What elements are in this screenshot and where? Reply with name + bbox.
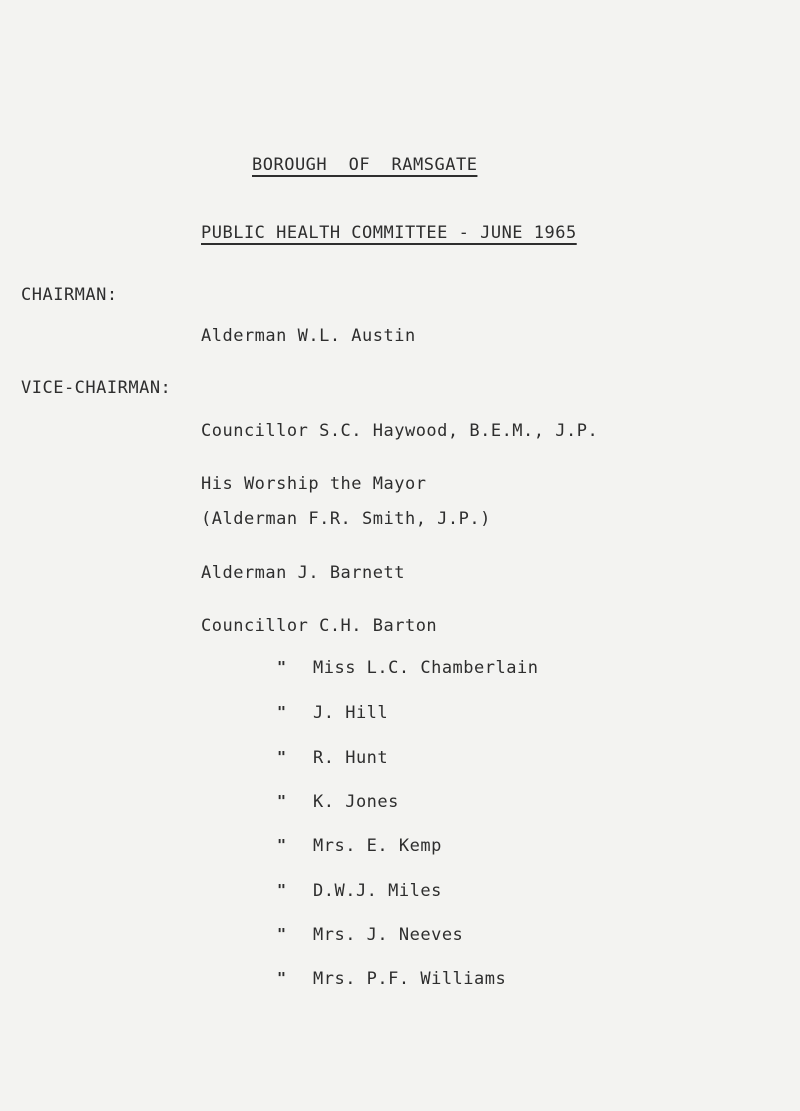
vice-chairman-label: VICE-CHAIRMAN: — [21, 378, 172, 398]
councillor-list-item: R. Hunt — [313, 748, 389, 768]
vice-chairman-name: Councillor S.C. Haywood, B.E.M., J.P. — [201, 421, 599, 441]
councillor-list-item: Miss L.C. Chamberlain — [313, 658, 539, 678]
ditto-mark: " — [277, 748, 287, 766]
councillor-list-item: D.W.J. Miles — [313, 881, 442, 901]
alderman-member: Alderman J. Barnett — [201, 563, 405, 583]
ditto-mark: " — [277, 703, 287, 721]
borough-title: BOROUGH OF RAMSGATE — [252, 155, 478, 175]
councillor-list-item: Mrs. J. Neeves — [313, 925, 464, 945]
ditto-mark: " — [277, 836, 287, 854]
councillor-member: Councillor C.H. Barton — [201, 616, 438, 636]
committee-title: PUBLIC HEALTH COMMITTEE - JUNE 1965 — [201, 223, 577, 243]
chairman-label: CHAIRMAN: — [21, 285, 118, 305]
councillor-list-item: K. Jones — [313, 792, 399, 812]
ditto-mark: " — [277, 792, 287, 810]
chairman-name: Alderman W.L. Austin — [201, 326, 416, 346]
ditto-mark: " — [277, 658, 287, 676]
ditto-mark: " — [277, 881, 287, 899]
councillor-list-item: Mrs. P.F. Williams — [313, 969, 507, 989]
councillor-list-item: Mrs. E. Kemp — [313, 836, 442, 856]
ditto-mark: " — [277, 925, 287, 943]
mayor-line-2: (Alderman F.R. Smith, J.P.) — [201, 509, 491, 529]
mayor-line-1: His Worship the Mayor — [201, 474, 427, 494]
ditto-mark: " — [277, 969, 287, 987]
councillor-list-item: J. Hill — [313, 703, 389, 723]
